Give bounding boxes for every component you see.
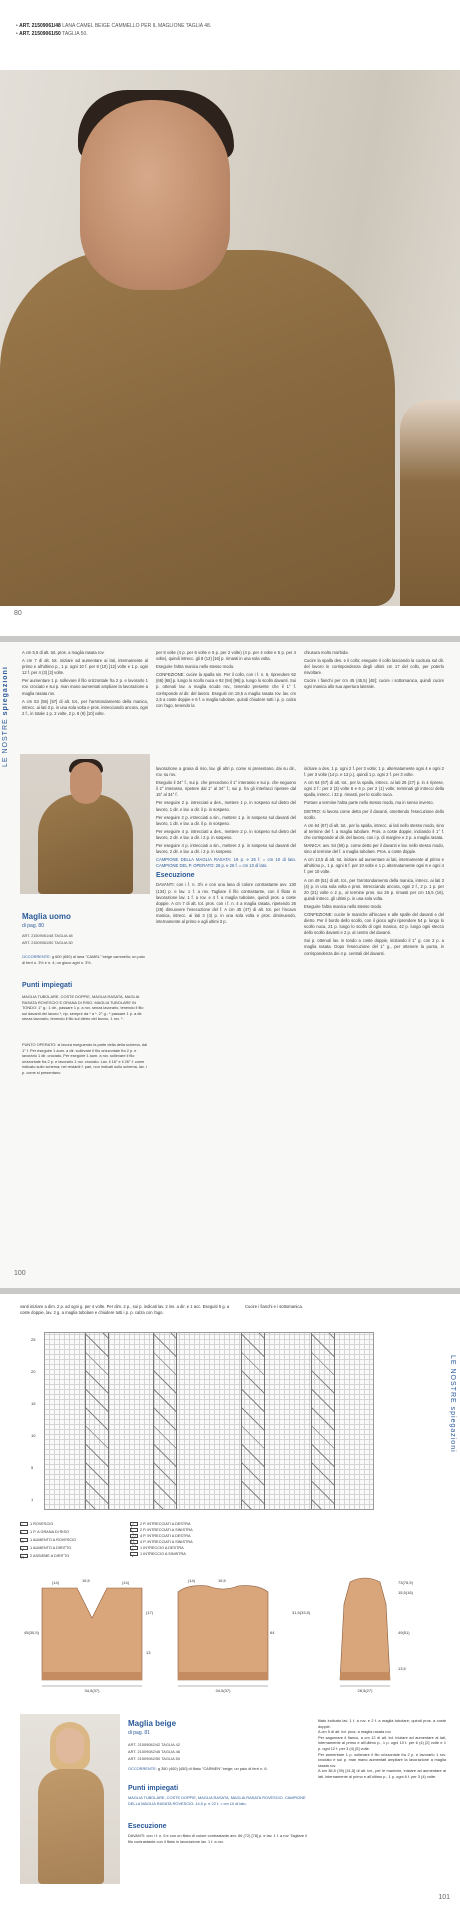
dim-d: 49(51) — [398, 1630, 410, 1635]
schematic-front — [22, 1574, 162, 1694]
dim-mid: 15,5(16) — [398, 1590, 413, 1595]
punti-text: MAGLIA TUBOLARE, COSTE DOPPIE, MAGLIA RASATA, MAGLIA RASATA ROVESCIO. CAMPIONE DELLA MAGLIA RASATA ROVESCIO: 14,5 p. e 22 f. = cm 10 di lato. — [128, 1795, 306, 1806]
legend-item: ▪ 1 P. A GRANA DI RISO — [21, 1530, 69, 1535]
article-code-3: ART. 21509082/50 TAGLIA 50 — [128, 1756, 180, 1761]
intro-text: vanti iniziare a dim. 2 p. ad ogni g. per 4 volte. Per dim. 2 p., sui p. indicati lav. 2 ins. a dir. e 1 acc. Eseguiti 5 g. a coste doppie, lav. 2 g. a maglia tubolare e chiudere tutti i p. p. calza con l'ago. — [20, 1304, 230, 1315]
section-head-esecuzione: Esecuzione — [128, 1823, 167, 1830]
magazine-page-100 — [0, 642, 460, 1288]
chart-row-label: 10 — [31, 1433, 36, 1438]
magazine-page-80 — [0, 0, 460, 636]
legend-item: ⋏ 1 INTRECCIO A DESTRA — [131, 1546, 184, 1552]
legend-item: ∧ 1 AUMENTO A ROVESCIO — [21, 1538, 77, 1544]
cable-column — [241, 1333, 265, 1509]
section-head-esecuzione: Esecuzione — [156, 872, 195, 880]
legend-item: ⋎ 1 INTRECCIO A SINISTRA — [131, 1552, 186, 1558]
model-title: Maglia beige — [128, 1719, 177, 1728]
text-column-2: per 8 volte (4 p. per 6 volte e 5 p. per 2 volte) (4 p. per 4 volte e 5 p. per 4 volte), quindi intrecc. gli 8 (12) [16] p. rimasti in una sola volta. Eseguire l'altra manica nello stesso modo. CONFEZIONE: cucire la spalla sin. Per il collo, con i f. n. 5, riprendere 62 (66) [68] p. lungo lo scollo nuca e 92 (94) [96] p. lungo lo scollo davanti. Sui p. ottenuti lav. a maglia scudo rov., tenendo presente che il 1° f. corrisponde al dir. del lavoro. Eseguiti cm 19,5 a maglia rasata rov. lav. cm 2,5 a coste doppie e 6 f. a maglia tubolare, quindi chiudere tutti i p. p. calza con l'ago, tenendo la — [156, 650, 296, 708]
text-column-right: iniziare a des. 1 p. ogni 2 f. per 3 volte; 1 p. alternatamente ogni 4 e ogni 2 f. per 3 volte (14 p. e 13 p.), quindi 1 p. ogni 2 f. per 3 volte. A cm 64 (67) di alt. tot., per la spalla, intrecc. ai lati 26 (27) p. in 4 riprese, ogni 2 f.: per 2 (3) volte 6 e 6 p. per 2 (1) volte; terminati gli intrecci della spalla, intrecc. i 32 p. rimasti, per lo scollo nuca. Portare a termine l'altra parte nello stesso modo, ma in senso inverso. DIETRO: si lavora come detto per il davanti, omettendo l'esecuzione dello scollo. A cm 64 (67) di alt. tot., per la spalla, intrecc. ai lati nello stesso modo, sino al termine del f. a maglia tubolare. Pros. a coste doppie, iniziando il 1° f. che corrisponde al dir. del lavoro, con i p. di margine e 2 p. a maglia rasata. MANICA: avv. 54 (56) p. come detto per il davanti e lav. nello stesso modo, sino al termine del f. a maglia tubolare. Pros. a coste doppie. A cm 13,5 di alt. tot. iniziare ad aumentare ai lati, internamente al primo e all'ultimo p., 1 p. ogni 6 f. per 10 volte e 1 p. alternatamente ogni 6 e ogni 4 f. per 10 volte. A cm 49 (51) di alt. tot., per l'arrotondamento della manica, intrecc. ai lati 3 (4) p. in una sola volta e pros. intrecciando ancora, ogni 2 f., 2 p. 1 p. per 20 (21) volte e 2 p., al termine pros. sui 26 p. rimasti per cm 15,5 (16), quindi intrecc. gli ultimi p. in una sola volta. Eseguire l'altra manica nello stesso modo. CONFEZIONE: cucire le maniche all'incavo e alle spalle del davanti e del dietro. Per il bordo dello scollo, con il gioco aghi riprendere 54 p. lungo lo scollo nuca, 21 p. lungo lo scollo di ogni manica, 42 p. lungo ogni stecco dello scollo davanti e 2 p. al centro del davanti. Sui p. ottenuti lav. in tondo a coste doppie, iniziando il 1° g. con 2 p. a maglia rasata. Dopo l'esecuzione del 1° g., per ottenere la punta, in corrispondenza dei 4 p. centrali del davanti. — [304, 766, 444, 956]
text-column-mid: lavorazione a grana di riso, lav. gli altri p. come si presentano, dai su dir., rov. su rov. Eseguito il 34° f., sui p. che precedono il 1° interasso e sui p. che seguono il 2° interasso, ripetere dal 1° al 34° f.; sui p. fra gli interlacci ripetere dal 15° al 34° f. Per eseguire 2 p. intrecciati a des., mettere 1 p. in sospeso sul dietro del lavoro, 1 dir. e lav. a dir. il p. in sospeso. Per eseguire 2 p. intrecciati a sin., mettere 1 p. in sospeso sul davanti del lavoro, 1 dir. e lav. a dir. il p. in sospeso. Per eseguire 4 p. intrecciati a des., mettere 2 p. in sospeso sul dietro del lavoro, 2 dir. e lav. a dir. i 2 p. in sospeso. Per eseguire 4 p. intrecciati a sin., mettere 2 p. in sospeso sul davanti del lavoro, 2 dir. e lav. a dir. i 2 p. in sospeso. CAMPIONE DELLA MAGLIA RASATA: 19 p. e 26 f. = cm 10 di lato. CAMPIONE DEL P. OPERATO: 26 p. e 26 f. = cm 10 di lato. Esecuzione DAVANTI: con i f. n. 3½ e con una lana di colore contrastante avv. 130 (134) p. e lav. 1 f. a rov. Tagliare il filo contrastante, con il filato in lavorazione lav. 1 f. a rov. e 4 f. a maglia tubolare, quindi pros. a coste doppie. A cm 7 di alt. tot. pros. con i f. n. 4 a maglia rasata, ripetendo 26 (28) dimuovere l'esecuzione del f. A cm 45 (47) di alt. tot. per l'incavo manica, intrecc. ai lati 3 (4) p. in una sola volta e pros. diminuendo, internamente al primo e agli ultimi 3 p. — [156, 766, 296, 924]
text-column-right: filato indicato lav. 1 f. a rov. e 2 f. a maglia tubolare; quindi pros. a coste doppie. A cm 5 di alt. tot. pros. a maglia rasata rov. Per sagomare il fianco, a cm 12 di alt. tot. iniziare ad aumentare ai lati, internamente al primo e all'ultimo p., 1 p. ogni 10 f. per 6 (4) [2] volte e 1 p. ogni 12 f. per 3 (4) [5] volte. Per aumentare 1 p. sollevare il filo orizzontale fra 2 p. e lavorarlo 1 rov. crociato e sui p. man mano aumentati ampliare la lavorazione a maglia rasata rov. A cm 36,5 (39) [41,5] di alt. tot., per le maniche, iniziare ad aumentare ai lati, internamente al primo e all'ultimo p., 1 p. ogni 6 f. per 3 (4) volte. — [318, 1718, 446, 1779]
dim-top: (14) — [188, 1578, 196, 1583]
dim-top-left: (14) — [52, 1580, 60, 1585]
art-line-1: • ART. 21509061/48 LANA CAMEL BEIGE CAMMELLO PER IL MAGLIONE TAGLIA 48. — [16, 23, 212, 29]
dim-bottom: 34,5(37) — [215, 1688, 231, 1693]
dim-bottom: 28,5(27) — [357, 1688, 373, 1693]
legend-item: ∨ 1 AUMENTO A DIRITTO — [21, 1546, 72, 1552]
dim-e: 13,5 — [398, 1666, 406, 1671]
legend-item: ╲╲ 4 P. INTRECCIATI A SINISTRA — [131, 1540, 193, 1546]
head-shape — [80, 100, 230, 290]
occorrente-block: OCCORRENTE: g 600 (650) di lana "CAMEL" beige cammello; un paio di ferri n. 3½ e n. 4; un gioco aghi n. 3½. — [22, 954, 145, 965]
dim-b: (17) — [146, 1610, 154, 1615]
sweater-illustration — [0, 250, 395, 606]
schematic-back — [168, 1574, 278, 1694]
chart-row-label: 15 — [31, 1401, 36, 1406]
magazine-page-101 — [0, 1294, 460, 1911]
chart-row-label: 1 — [31, 1497, 34, 1502]
text-column-3: chiusura molto morbida. Cucire la spalla des. e il collo; eseguire il collo lasciando la cucitura sul dir. del lavoro in corrispondenza degli ultimi cm 17 del collo, per poterlo risvoltare. Cucire i fianchi per cm 45 (45,5) [48]; cucire i sottomanica, quindi cucire ogni manica allo sua apertura laterale. — [304, 650, 444, 690]
article-code-1: ART. 21509061/48 TAGLIA 48 — [22, 934, 73, 938]
dim-side: 31,5(33,5) — [292, 1610, 311, 1615]
chart-row-label: 25 — [31, 1337, 36, 1342]
text-column-1: A cm 5,5 di alt. tot. pros. a maglia rasata rov. A cm 7 di alt. tot. iniziare ad aumentare ai lati, internamente al primo e all'ultimo p., 1 p. ogni 10 f. per 8 (10) [12] volte e 1 p. ogni 12 f. per 4 (3) [2] volte. Per aumentare 1 p. sollevare il filo orizzontale fra 2 p. e lavorarlo 1 rov. crociato e sui p. man mano aumentati ampliare la lavorazione a maglia rasata rov. A cm 53 (55) [57] di alt. tot., per l'arrotondamento della manica, intrecc. ai lati 3 p. in una sola volta e pros. intrecciando ancora, ogni 2 f., in totale 1 p. 2 volte, 2 p. 8 (9) [10] volte. — [22, 650, 148, 716]
page-number: 101 — [438, 1894, 450, 1901]
dim-a: 16,5 — [218, 1578, 226, 1583]
dim-a: 16,5 — [82, 1578, 90, 1583]
legend-item: ╱╱ 4 P. INTRECCIATI A DESTRA — [131, 1534, 191, 1540]
sweater-shape — [38, 1769, 104, 1884]
dim-top-right: (14) — [122, 1580, 130, 1585]
legend-item: = 1 ROVESCIO — [21, 1522, 54, 1527]
page-number: 100 — [14, 1270, 26, 1277]
section-head-punti: Punti impiegati — [22, 982, 73, 989]
punti-text: MAGLIA TUBOLARE, COSTE DOPPIE, MAGLIA RASATA, MAGLIA RASATA ROVESCIO E GRANA DI RISO. MAGLIA TUBOLARE IN TONDO: 1° g.: 1 dir., passare 1 p. a rov. senza lavorarlo, tenendo il filo sul davanti del lavoro *, rip. sempre da * a *. 2° g.: * passare 1 p. a dir. senza lavorarlo, tenendo il filo sul dietro del lavoro, 1 rov. *. — [22, 994, 144, 1022]
article-code-2: ART. 21509082/46 TAGLIA 46 — [128, 1749, 180, 1754]
caption-text: Cucire i fianchi e i sottomanica. — [245, 1304, 303, 1309]
page-number: 80 — [14, 610, 22, 617]
stitch-chart — [31, 1332, 374, 1510]
model-photo-woman — [20, 1714, 120, 1884]
article-code-1: ART. 21509082/42 TAGLIA 42 — [128, 1742, 180, 1747]
dim-b: 64 — [270, 1630, 275, 1635]
esecuzione-text: DAVANTI: con i f. n. 6 e con un filato di colore contrastante avv. 66 (72) [78] p. e lav. 1 f. a rov. Tagliare il filo contrastante con il filato in lavorazione lav. 1 f. a rov. — [128, 1833, 307, 1844]
model-photo-man — [0, 70, 460, 606]
occorrente-block: OCCORRENTE: g 350 (400) [450] di filato "CARMEN" beige; un paio di ferri n. 6. — [128, 1766, 268, 1771]
chart-row-label: 5 — [31, 1465, 34, 1470]
schematic-sleeve — [290, 1574, 440, 1694]
head-shape — [70, 762, 102, 804]
cable-column — [311, 1333, 335, 1509]
punto-operato-text: PUNTO OPERATO: si lavora eseguendo la parte della della schema, dal 1° f. Per eseguire 1 aum. a dir. sollevare il filo orizzontale fra 2 p. e lavorarlo 1 dir. crociato. Per eseguire 1 aum. a rov. sollevare il filo orizzontale fra 2 p. e lavorarlo 1 rov. crociato. Lav. il 16° e il 26° f. come indicato sullo schema; nei restanti f. pari, non indicati sullo schema, lav. i p. come si presentano. — [22, 1042, 147, 1075]
legend-item: ╱ 2 P. INTRECCIATI A DESTRA — [131, 1522, 191, 1528]
article-header — [0, 0, 460, 70]
section-head-punti: Punti impiegati — [128, 1785, 179, 1792]
model-title: Maglia uomo — [22, 912, 71, 921]
cable-column — [85, 1333, 109, 1509]
legend-item: ⊓ 2 ASSIEME A DIRITTO — [21, 1554, 70, 1560]
model-page-ref: di pag. 81 — [128, 1730, 150, 1736]
legend-item: ╲ 2 P. INTRECCIATI A SINISTRA — [131, 1528, 193, 1534]
sweater-shape — [38, 794, 133, 894]
article-code-2: ART. 21509061/50 TAGLIA 50 — [22, 941, 73, 945]
art-line-2: • ART. 21509061/50 TAGLIA 50. — [16, 31, 88, 37]
head-shape — [56, 1728, 84, 1764]
cable-column — [153, 1333, 177, 1509]
side-photo-crop — [400, 400, 460, 606]
chart-legend — [20, 1522, 440, 1566]
section-side-label: LE NOSTRE spiegazioni — [2, 666, 9, 768]
dim-height: 45(30,5) — [24, 1630, 39, 1635]
dim-c: 13 — [146, 1650, 151, 1655]
dim-top: 73(76,5) — [398, 1580, 413, 1585]
chart-row-label: 20 — [31, 1369, 36, 1374]
section-side-label: LE NOSTRE spiegazioni — [449, 1355, 456, 1453]
dim-bottom: 34,5(37) — [84, 1688, 100, 1693]
model-page-ref: di pag. 80 — [22, 923, 44, 929]
model-photo-small — [20, 754, 150, 894]
